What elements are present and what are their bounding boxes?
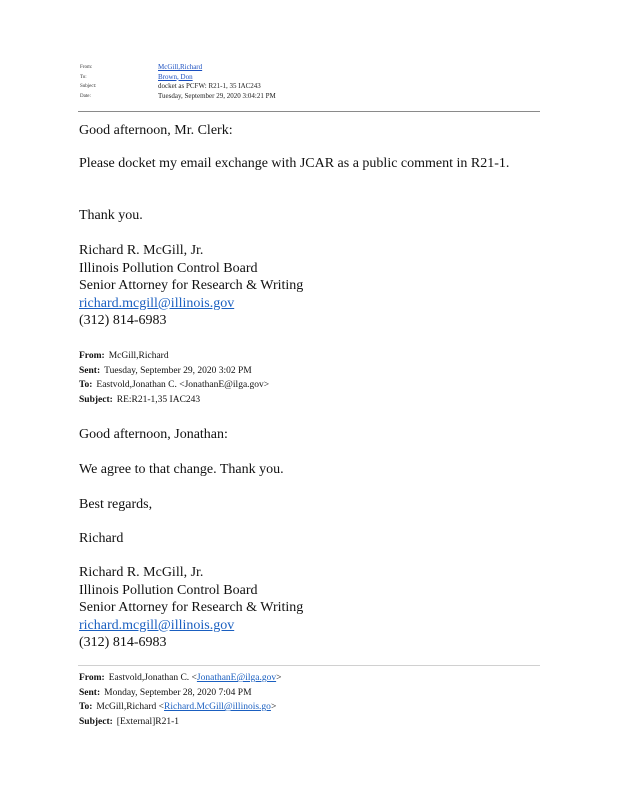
header-from-row <box>80 63 276 73</box>
message2-closing: Best regards, <box>79 497 153 512</box>
quoted1-from-row <box>79 349 269 364</box>
message2-body: We agree to that change. Thank you. <box>79 462 284 477</box>
header-date-value: Tuesday, September 29, 2020 3:04:21 PM <box>158 91 276 100</box>
signature-block-2 <box>79 564 303 652</box>
quoted2-from-email-link[interactable]: JonathanE@ilga.gov <box>196 673 277 683</box>
quoted1-to-value: Eastvold,Jonathan C. <JonathanE@ilga.gov> <box>96 380 270 390</box>
quoted2-sent-value: Monday, September 28, 2020 7:04 PM <box>104 687 252 698</box>
quoted2-to-name: McGill,Richard < <box>96 702 165 712</box>
signature2-org: Illinois Pollution Control Board <box>79 582 258 598</box>
message2-greeting: Good afternoon, Jonathan: <box>79 427 228 442</box>
quoted-divider <box>78 665 540 666</box>
quoted-header-1 <box>79 349 269 407</box>
quoted1-to-row <box>79 378 269 393</box>
signature1-name: Richard R. McGill, Jr. <box>79 243 204 258</box>
quoted2-from-name: Eastvold,Jonathan C. < <box>108 673 197 683</box>
quoted1-subject-label: Subject: <box>79 394 113 405</box>
header-to-value[interactable]: Brown, Don <box>158 72 193 81</box>
quoted1-subject-value: RE:R21-1,35 IAC243 <box>116 394 201 405</box>
quoted2-subject-label: Subject: <box>79 716 113 727</box>
quoted2-subject-value: [External]R21-1 <box>116 716 180 727</box>
quoted2-to-end: > <box>270 702 277 712</box>
message2-signoff: Richard <box>79 531 124 546</box>
quoted2-to-row <box>79 700 281 715</box>
signature2-title: Senior Attorney for Research & Writing <box>79 600 304 615</box>
quoted-header-2 <box>79 671 281 729</box>
signature-block-1 <box>79 242 303 330</box>
message1-greeting: Good afternoon, Mr. Clerk: <box>79 123 233 138</box>
quoted2-sent-label: Sent: <box>79 687 101 698</box>
quoted2-from-row <box>79 671 281 686</box>
quoted1-from-value: McGill,Richard <box>108 351 169 361</box>
quoted2-from-end: > <box>276 673 282 683</box>
header-from-value[interactable]: McGill,Richard <box>158 63 203 71</box>
header-date-row <box>80 92 276 102</box>
header-date-label: Date: <box>80 93 91 99</box>
signature1-phone: (312) 814-6983 <box>79 313 167 328</box>
header-subject-value: docket as PCFW: R21-1, 35 IAC243 <box>158 82 261 90</box>
quoted1-sent-value: Tuesday, September 29, 2020 3:02 PM <box>104 365 252 376</box>
message1-closing: Thank you. <box>79 208 143 223</box>
quoted2-from-label: From: <box>79 673 105 683</box>
signature2-phone: (312) 814-6983 <box>79 635 167 650</box>
email-header <box>80 63 276 101</box>
quoted1-from-label: From: <box>79 351 105 361</box>
quoted1-sent-row <box>79 364 269 379</box>
message1-body: Please docket my email exchange with JCAR as a public comment in R21-1. <box>79 156 510 171</box>
header-subject-row <box>80 82 276 92</box>
header-to-label: To: <box>80 74 87 80</box>
header-from-label: From: <box>80 65 93 70</box>
signature1-org: Illinois Pollution Control Board <box>79 260 258 276</box>
quoted2-subject-row <box>79 715 281 730</box>
quoted2-to-email-link[interactable]: Richard.McGill@illinois.go <box>164 702 271 712</box>
quoted1-subject-row <box>79 393 269 408</box>
signature1-title: Senior Attorney for Research & Writing <box>79 278 304 293</box>
signature2-email-link[interactable]: richard.mcgill@illinois.gov <box>79 617 235 633</box>
header-subject-label: Subject: <box>80 84 97 89</box>
header-to-row <box>80 73 276 83</box>
signature1-email-link[interactable]: richard.mcgill@illinois.gov <box>79 295 235 311</box>
quoted1-to-label: To: <box>79 380 93 390</box>
signature2-name: Richard R. McGill, Jr. <box>79 565 204 580</box>
quoted2-sent-row <box>79 686 281 701</box>
header-divider <box>78 111 540 112</box>
quoted1-sent-label: Sent: <box>79 365 101 376</box>
quoted2-to-label: To: <box>79 702 93 712</box>
